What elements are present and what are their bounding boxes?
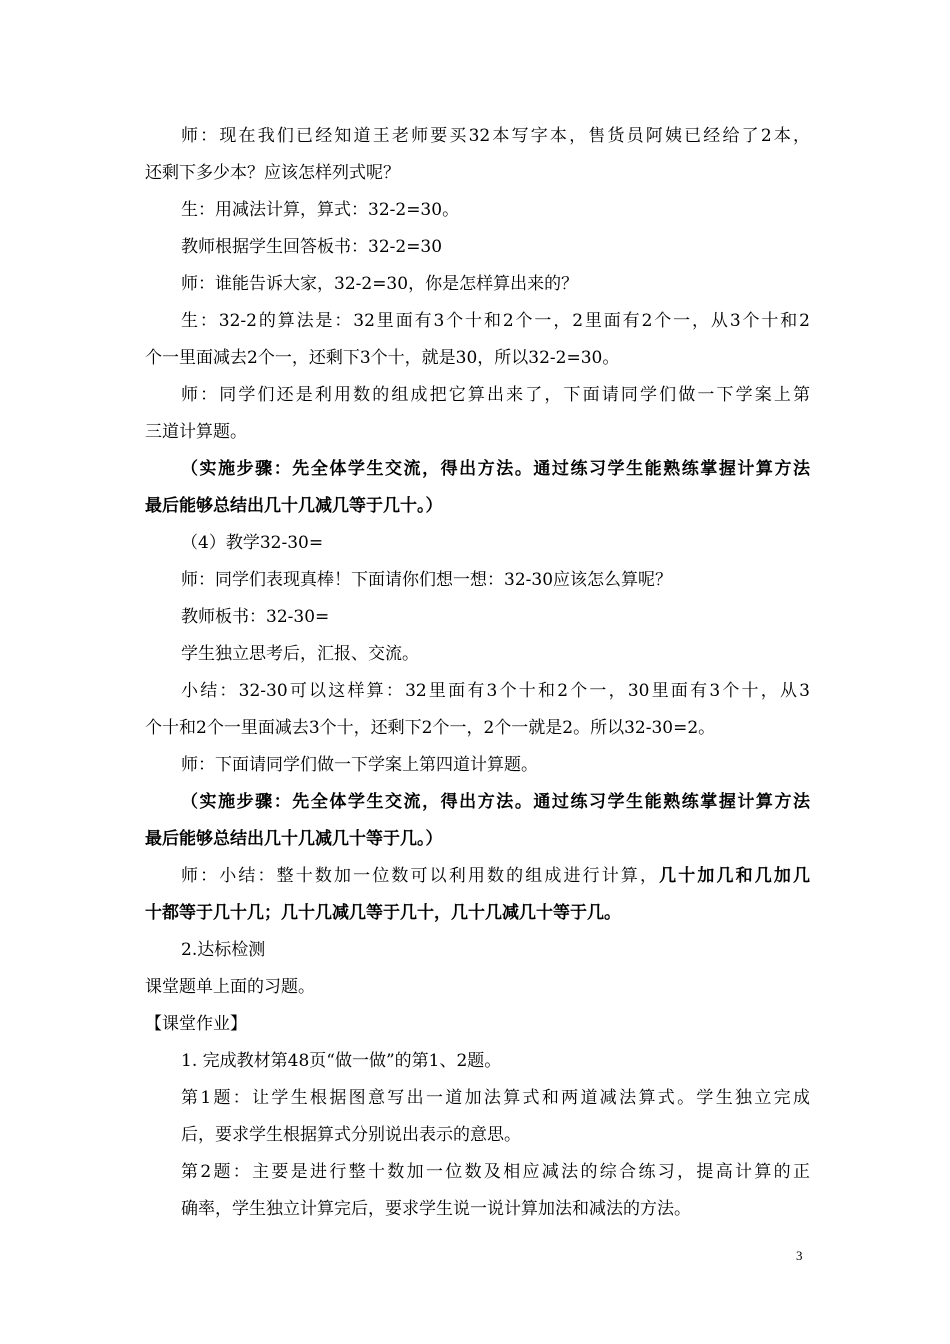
implementation-note-line: （实施步骤：先全体学生交流，得出方法。通过练习学生能熟练掌握计算方法 [181, 459, 810, 479]
section-heading: 【课堂作业】 [145, 1014, 247, 1034]
section-heading: 2.达标检测 [181, 940, 266, 960]
paragraph-line: 学生独立思考后，汇报、交流。 [181, 644, 419, 664]
paragraph-line: 第2题：主要是进行整十数加一位数及相应减法的综合练习，提高计算的正 [181, 1162, 810, 1182]
homework-item: 1. 完成教材第48页“做一做”的第1、2题。 [181, 1051, 502, 1071]
paragraph-line: 师：谁能告诉大家，32-2=30，你是怎样算出来的？ [181, 274, 579, 294]
section-heading: （4）教学32-30= [181, 533, 324, 553]
paragraph-line: 个十和2个一里面减去3个十，还剩下2个一，2个一就是2。所以32-30=2。 [145, 718, 716, 738]
paragraph-line: 师：同学们表现真棒！下面请你们想一想：32-30应该怎么算呢？ [181, 570, 673, 590]
page-number: 3 [796, 1248, 803, 1263]
paragraph-line: 生：32-2的算法是：32里面有3个十和2个一，2里面有2个一，从3个十和2 [181, 311, 810, 331]
summary-line [145, 858, 810, 895]
paragraph-line: 后，要求学生根据算式分别说出表示的意思。 [181, 1125, 521, 1145]
paragraph-line: 教师根据学生回答板书：32-2=30 [181, 237, 443, 257]
summary-line: 十都等于几十几；几十几减几等于几十，几十几减几十等于几。 [145, 903, 621, 923]
paragraph-line: 个一里面减去2个一，还剩下3个十，就是30，所以32-2=30。 [145, 348, 620, 368]
paragraph-line: 第1题：让学生根据图意写出一道加法算式和两道减法算式。学生独立完成 [181, 1088, 810, 1108]
paragraph-line: 生：用减法计算，算式：32-2=30。 [181, 200, 460, 220]
paragraph-line: 师：现在我们已经知道王老师要买32本写字本，售货员阿姨已经给了2本， [181, 126, 810, 146]
paragraph-line: 小结：32-30可以这样算：32里面有3个十和2个一，30里面有3个十，从3 [181, 681, 810, 701]
implementation-note-line: （实施步骤：先全体学生交流，得出方法。通过练习学生能熟练掌握计算方法 [181, 792, 810, 812]
summary-bold-text: 几十加几和几加几 [659, 866, 810, 886]
paragraph-line: 师：同学们还是利用数的组成把它算出来了，下面请同学们做一下学案上第 [181, 385, 810, 405]
summary-text: 师：小结：整十数加一位数可以利用数的组成进行计算， [181, 866, 660, 886]
paragraph-line: 三道计算题。 [145, 422, 247, 442]
implementation-note-line: 最后能够总结出几十几减几十等于几。） [145, 829, 443, 849]
paragraph-line: 还剩下多少本？应该怎样列式呢？ [145, 163, 400, 183]
document-body [145, 118, 810, 1228]
paragraph-line: 课堂题单上面的习题。 [145, 977, 315, 997]
paragraph-line: 教师板书：32-30= [181, 607, 330, 627]
paragraph-line: 师：下面请同学们做一下学案上第四道计算题。 [181, 755, 538, 775]
implementation-note-line: 最后能够总结出几十几减几等于几十。） [145, 496, 443, 516]
paragraph-line: 确率，学生独立计算完后，要求学生说一说计算加法和减法的方法。 [181, 1199, 691, 1219]
